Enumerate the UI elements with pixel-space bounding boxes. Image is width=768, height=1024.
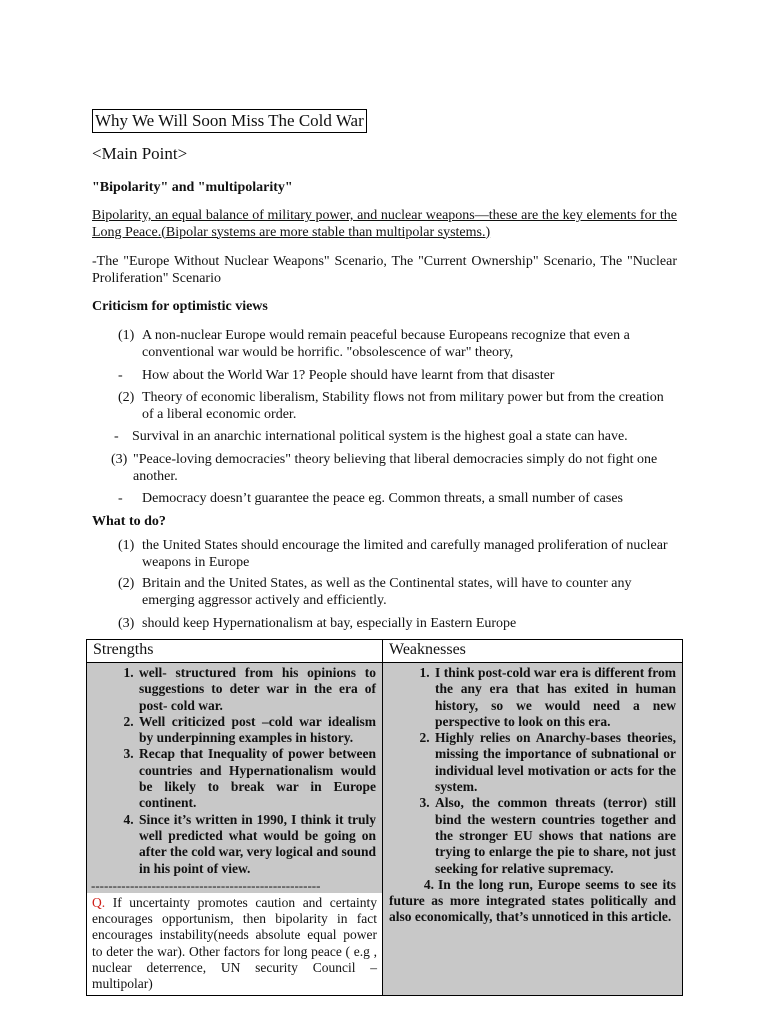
weakness-item: 2. Highly relies on Anarchy-bases theories, missing the importance of subnational or individual level motivation or acts for the system. <box>433 730 676 795</box>
list-marker: (1) <box>118 328 135 343</box>
list-marker: (2) <box>118 576 135 591</box>
strengths-weaknesses-table <box>86 639 683 996</box>
weakness-item-4-text: In the long run, Europe seems to see its future as more integrated states politically and also economically, that’s unnoticed in this article. <box>389 876 676 925</box>
key-elements-paragraph: Bipolarity, an equal balance of military power, and nuclear weapons—these are the key elements for the Long Peace.(Bipolar systems are more stable than multipolar systems.) <box>92 208 677 240</box>
weakness-item: 3. Also, the common threats (terror) still bind the western countries together and the stronger EU shows that nations are trying to enlarge the pie to share, not just seeking for relative supremacy. <box>433 795 676 876</box>
list-text: Britain and the United States, as well as the Continental states, will have to counter any emerging aggressor actively and efficiently. <box>142 576 632 608</box>
list-marker: (3) <box>111 452 128 467</box>
strengths-header: Strengths <box>87 640 383 663</box>
list-marker: 4. <box>423 876 434 892</box>
weaknesses-header: Weaknesses <box>383 640 683 663</box>
weaknesses-list <box>383 663 682 877</box>
strength-item: 1. well- structured from his opinions to suggestions to deter war in the era of post- cold war. <box>137 665 376 714</box>
list-text: Theory of economic liberalism, Stability flows not from military power but from the creation of a liberal economic order. <box>142 390 664 422</box>
list-marker: - <box>118 491 123 506</box>
polarity-heading: "Bipolarity" and "multipolarity" <box>92 180 293 195</box>
separator-line: ----------------------------------------------------- <box>91 877 321 893</box>
scenarios-paragraph: -The "Europe Without Nuclear Weapons" Scenario, The "Current Ownership" Scenario, The "Nuclear Proliferation" Scenario <box>92 254 677 286</box>
list-marker: (1) <box>118 538 135 553</box>
list-marker: - <box>118 368 123 383</box>
strength-item: 2. Well criticized post –cold war idealism by underpinning examples in history. <box>137 714 376 747</box>
list-text: should keep Hypernationalism at bay, especially in Eastern Europe <box>142 616 517 631</box>
list-text: the United States should encourage the limited and carefully managed proliferation of nuclear weapons in Europe <box>142 538 668 570</box>
weakness-item-4 <box>383 877 682 934</box>
question-marker: Q. <box>92 894 106 910</box>
weakness-item: 1. I think post-cold war era is different from the any era that has exited in human history, so we would need a new perspective to look on this era. <box>433 665 676 730</box>
document-title: Why We Will Soon Miss The Cold War <box>92 109 367 133</box>
strength-item: 3. Recap that Inequality of power between countries and Hypernationalism would be likely to break war in Europe continent. <box>137 746 376 811</box>
list-text: "Peace-loving democracies" theory believing that liberal democracies simply do not fight one another. <box>133 452 658 484</box>
strengths-list <box>87 665 382 877</box>
weaknesses-cell <box>383 663 683 996</box>
list-text: How about the World War 1? People should have learnt from that disaster <box>142 368 555 383</box>
strength-item: 4. Since it’s written in 1990, I think it truly well predicted what would be going on after the cold war, very logical and sound in his point of view. <box>137 812 376 877</box>
list-text: A non-nuclear Europe would remain peaceful because Europeans recognize that even a conventional war would be horrific. "obsolescence of war" theory, <box>142 328 630 360</box>
question-note <box>87 893 382 995</box>
what-to-do-heading: What to do? <box>92 514 166 529</box>
question-text: If uncertainty promotes caution and certainty encourages opportunism, then bipolarity in fact encourages instability(needs absolute equal power to deter the war). Other factors for long peace ( e.g , nuclear deterrence, UN security Council – multipolar) <box>92 894 377 992</box>
list-text: Survival in an anarchic international political system is the highest goal a state can have. <box>132 429 628 444</box>
main-point-heading: <Main Point> <box>92 144 188 163</box>
list-text: Democracy doesn’t guarantee the peace eg. Common threats, a small number of cases <box>142 491 624 506</box>
strengths-cell <box>87 663 383 996</box>
list-marker: (3) <box>118 616 135 631</box>
criticism-heading: Criticism for optimistic views <box>92 299 268 314</box>
list-marker: - <box>114 429 119 444</box>
list-marker: (2) <box>118 390 135 405</box>
